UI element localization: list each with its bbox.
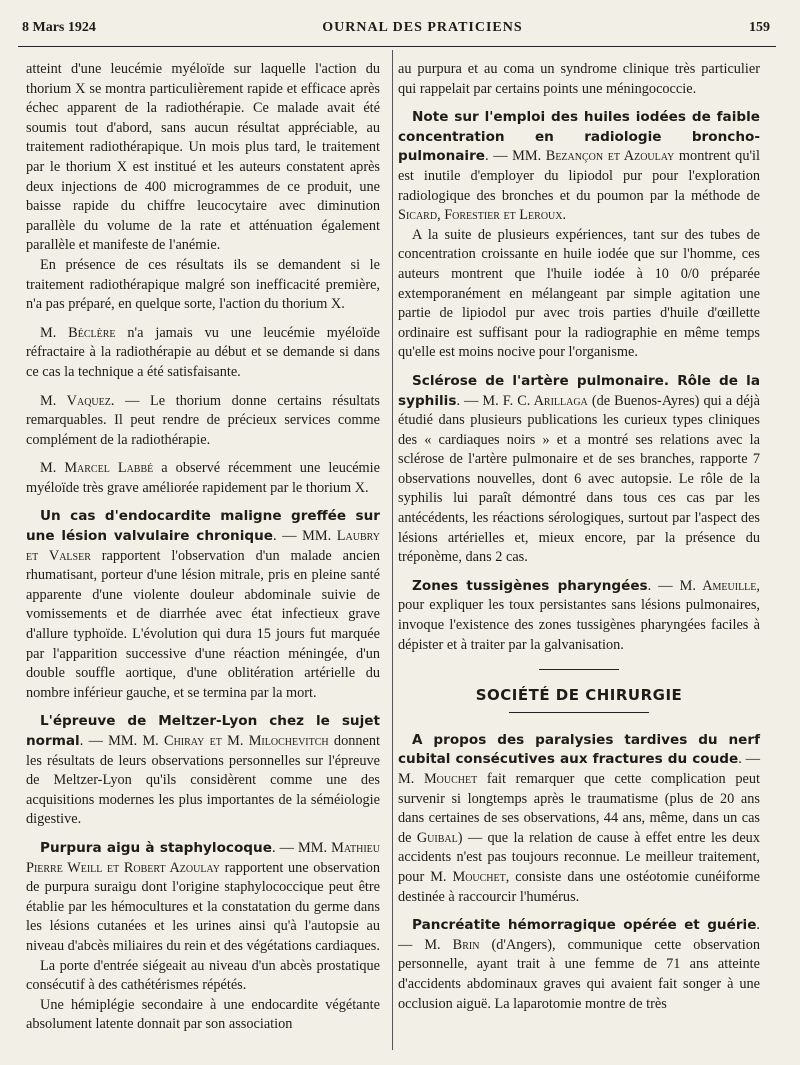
society-heading: SOCIÉTÉ DE CHIRURGIE	[475, 686, 683, 705]
article: Pancréatite hémorragique opérée et guérie. — M. Brin (d'Angers), communique cette observation personnelle, ayant trait à une femme de 71 ans atteinte d'accidents abdominaux graves qui avaient fait songer à une occlusion aiguë. La laparotomie montre de très	[398, 917, 760, 1012]
right-column	[398, 60, 760, 1014]
author-name: M. Ameuille	[679, 577, 757, 594]
article-text: , consiste dans une ostéotomie cunéiforme destinée à raccourcir l'humérus.	[398, 868, 761, 905]
article-title: Note sur l'emploi des huiles iodées de faible concentration en radiologie broncho-pulmonaire	[398, 109, 760, 165]
section-divider	[539, 669, 619, 670]
article-text: (de Buenos-Ayres) qui a déjà étudié dans plusieurs publications les curieux types cliniques des « cardiaques noirs » et a montré ses relations avec la sclérose de l'artère pulmonaire et de ses branches, rapporte 7 observations nouvelles, dont 6 avec autopsie. Le rôle de la syphilis lui paraît démontré dans tous ces cas par les antécédents, les réactions sérologiques, surtout par l'aspect des lésions artérielles et, mieux encore, par la présence du tréponème, dans 2 cas.	[398, 392, 760, 566]
article-title: Un cas d'endocardite maligne greffée sur une lésion valvulaire chronique	[26, 508, 380, 545]
paragraph-text: . — Le thorium donne certains résultats remarquables. Il peut rendre de précieux services comme complément de la radiothérapie.	[26, 392, 380, 448]
author-name: MM. Bezançon et Azoulay	[512, 148, 675, 165]
paragraph: au purpura et au coma un syndrome clinique très particulier qui rappelait par certains points une méningococcie.	[398, 61, 760, 97]
article-text: , pour expliquer les toux persistantes sans lésions pulmonaires, invoque l'existence des zones tussigènes pharyngées faciles à dépister et à traiter par la galvanisation.	[398, 577, 760, 653]
society-rule	[509, 712, 649, 713]
column-divider	[392, 50, 393, 1050]
header-journal-title: OURNAL DES PRATICIENS	[322, 20, 523, 35]
paragraph: atteint d'une leucémie myéloïde sur laquelle l'action du thorium X se montra particulièrement rapide et efficace après échec apparent de la radiothérapie. Ce malade avait été soumis tout d'abord, sans aucun résultat appréciable, au traitement radiothérapique. Un mois plus tard, le traitement par le thorium X est institué et les auteurs constatent après deux injections de 400 microgrammes de ce produit, une baisse rapide du chiffre leucocytaire avec diminution parallèle du volume de la rate et atténuation également parallèle et manifeste de l'anémie.	[26, 61, 380, 254]
author-name: M. F. C. Arillaga	[482, 392, 588, 409]
author-name: M. Béclère	[40, 324, 116, 341]
article-title: L'épreuve de Meltzer-Lyon chez le sujet normal	[26, 713, 380, 749]
header-date: 8 Mars 1924	[22, 20, 96, 35]
article-text: rapportent l'observation d'un malade ancien rhumatisant, porteur d'une lésion mitrale, pris en pleine santé apparente d'une violente douleur abdominale suivie de vomissements et de diarrhée avec état infectieux grave d'allure typhoïde. L'évolution qui dura 15 jours fut marquée par l'apparition successive d'une réaction méningée, d'un double souffle aortique, d'une oblitération artérielle du nombre inférieur gauche, et se termina par la mort.	[26, 547, 380, 701]
paragraph-text: a observé récemment une leucémie myéloïde très grave améliorée rapidement par le thorium X.	[26, 460, 380, 496]
article-text: — que la relation de cause à effet entre les deux accidents n'est pas toujours reconnue. Le meilleur traitement, pour	[398, 829, 760, 885]
author-name: Guibal	[416, 829, 458, 846]
article-title: Zones tussigènes pharyngées	[412, 577, 648, 594]
article-text: donnent les résultats de leurs observations personnelles sur l'épreuve de Meltzer-Lyon qu'ils considèrent comme une des acquisitions modernes les plus importantes de la séméiologie digestive.	[26, 733, 380, 828]
author-name: MM. M. Chiray et M. Milochevitch	[108, 733, 329, 749]
header-rule	[18, 46, 776, 47]
article: A propos des paralysies tardives du nerf cubital consécutives aux fractures du coude. — M. Mouchet fait remarquer que cette complication peut survenir si longtemps après le traumatisme (plus de 20 ans dans certaines de ses observations, 44 ans, même, dans un cas de Guibal) — que la relation de cause à effet entre les deux accidents n'est pas toujours reconnue. Le meilleur traitement, pour M. Mouchet, consiste dans une ostéotomie cunéiforme destinée à raccourcir l'humérus.	[398, 731, 761, 905]
paragraph: La porte d'entrée siégeait au niveau d'un abcès prostatique consécutif à des cathétérismes répétés.	[26, 957, 380, 994]
paragraph: Une hémiplégie secondaire à une endocardite végétante absolument latente donnait par son association	[26, 996, 380, 1033]
header-page-number: 159	[749, 20, 770, 35]
paragraph	[26, 459, 380, 498]
paragraph: A la suite de plusieurs expériences, tant sur des tubes de concentration croissante en huile iodée que sur l'homme, ces auteurs montrent que l'huile iodée à 10 0/0 préparée extemporanément en mélangeant par simple agitation une partie de lipiodol pur avec trois parties d'huile d'œillette ordinaire est suffisant pour la radiographie en même temps qu'elle est moins nocive pour l'organisme.	[398, 226, 760, 361]
article-title: Purpura aigu à staphylocoque	[40, 839, 272, 856]
article-text: (d'Angers), communique cette observation personnelle, ayant trait à une femme de 71 ans atteinte d'accidents abdominaux graves qui avaient fait songer à une occlusion aiguë. La laparotomie montre de très	[398, 936, 760, 1012]
paragraph	[26, 392, 380, 451]
method-authors: Sicard, Forestier et Leroux	[398, 207, 563, 224]
article: Sclérose de l'artère pulmonaire. Rôle de la syphilis. — M. F. C. Arillaga (de Buenos-Ayres) qui a déjà étudié dans plusieurs publications les curieux types cliniques des « cardiaques noirs » et a montré ses relations avec la sclérose de l'artère pulmonaire et de ses branches, rapporte 7 observations nouvelles, dont 6 avec autopsie. Le rôle de la syphilis lui paraît démontré dans tous ces cas par les antécédents, les réactions sérologiques, surtout par l'aspect des lésions artérielles et, mieux encore, par la présence du tréponème, dans 2 cas.	[398, 372, 760, 566]
article-text: fait remarquer que cette complication peut survenir si longtemps après le traumatisme (plus de 20 ans dans certaines de ses observations, 44 ans, même, dans un cas de	[398, 771, 760, 846]
paragraph-text: n'a jamais vu une leucémie myéloïde réfractaire à la radiothérapie au début et se demande si dans ce cas la technique a été satisfaisante.	[26, 324, 381, 380]
author-name: MM. Mathieu Pierre Weill et Robert Azoulay	[26, 839, 380, 876]
author-name: M. Brin	[424, 936, 480, 953]
running-header	[22, 20, 770, 42]
author-name: M. Vaquez	[40, 392, 111, 409]
author-name: M. Mouchet	[398, 771, 478, 787]
paragraph: En présence de ces résultats ils se demandent si le traitement radiothérapique malgré son inefficacité première, n'a pas préparé, en quelque sorte, l'action du thorium X.	[26, 256, 380, 313]
article-text: rapportent une observation de purpura suraigu dont l'origine staphylococcique peut être établie par les hémocultures et la constatation du germe dans les lésions cutanées et les urines ainsi qu'à l'autopsie au niveau d'abcès miliaires du rein et des végétations cardiaques.	[26, 859, 380, 954]
article: Zones tussigènes pharyngées. — M. Ameuille, pour expliquer les toux persistantes sans lésions pulmonaires, invoque l'existence des zones tussigènes pharyngées faciles à dépister et à traiter par la galvanisation.	[398, 577, 760, 653]
author-name: M. Marcel Labbé	[40, 460, 154, 477]
author-name: MM. Laubry et Valser	[26, 528, 380, 564]
article: Un cas d'endocardite maligne greffée sur une lésion valvulaire chronique. — MM. Laubry et Valser rapportent l'observation d'un malade ancien rhumatisant, porteur d'une lésion mitrale, pris en pleine santé apparente d'une violente douleur abdominale suivie de vomissements et de diarrhée avec état infectieux grave d'allure typhoïde. L'évolution qui dura 15 jours fut marquée par l'apparition successive d'une réaction méningée, d'un double souffle aortique, d'une oblitération artérielle du nombre inférieur gauche, et se termina par la mort.	[26, 508, 380, 701]
author-name: M. Mouchet	[430, 868, 506, 885]
article: Note sur l'emploi des huiles iodées de faible concentration en radiologie broncho-pulmonaire. — MM. Bezançon et Azoulay montrent qu'il est inutile d'employer du lipiodol pur pour l'exploration radiologique des bronches et du poumon par la méthode de Sicard, Forestier et Leroux.	[398, 109, 760, 224]
article-title: A propos des paralysies tardives du nerf cubital consécutives aux fractures du coude	[398, 731, 760, 768]
article: Purpura aigu à staphylocoque. — MM. Mathieu Pierre Weill et Robert Azoulay rapportent une observation de purpura suraigu dont l'origine staphylococcique peut être établie par les hémocultures et la constatation du germe dans les lésions cutanées et les urines ainsi qu'à l'autopsie au niveau d'abcès miliaires du rein et des végétations cardiaques.	[26, 839, 380, 954]
left-column	[26, 60, 380, 1035]
paragraph	[26, 324, 380, 383]
article-title: Pancréatite hémorragique opérée et guérie	[412, 917, 757, 934]
article-title: Sclérose de l'artère pulmonaire. Rôle de la syphilis	[398, 372, 760, 409]
article: L'épreuve de Meltzer-Lyon chez le sujet normal. — MM. M. Chiray et M. Milochevitch donnent les résultats de leurs observations personnelles sur l'épreuve de Meltzer-Lyon qu'ils considèrent comme une des acquisitions modernes les plus importantes de la séméiologie digestive.	[26, 713, 380, 828]
article-text: montrent qu'il est inutile d'employer du lipiodol pur pour l'exploration radiologique des bronches et du poumon par la méthode de	[398, 148, 760, 204]
